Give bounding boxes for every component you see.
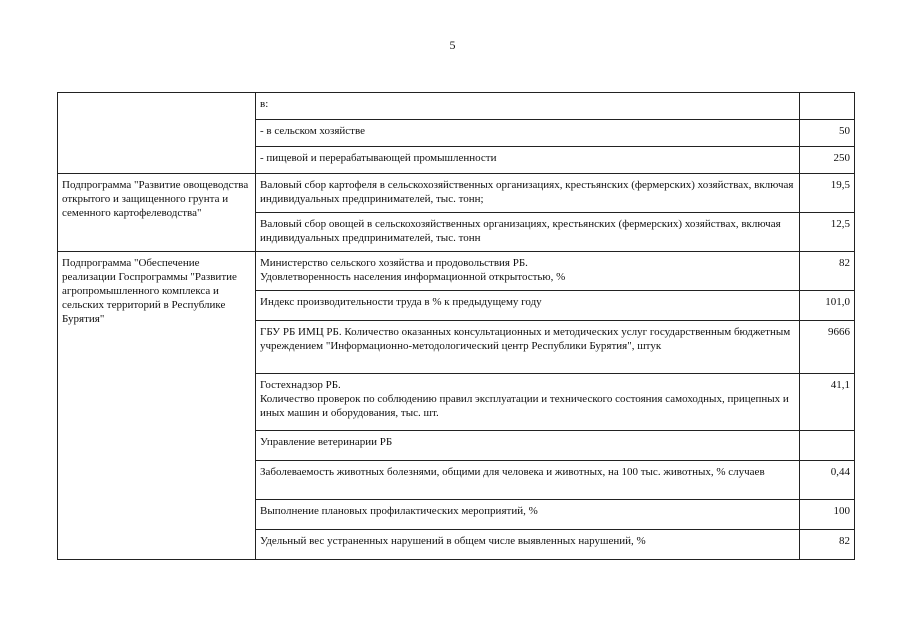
indicator-line: Министерство сельского хозяйства и продовольствия РБ. Удовлетворенность населения информационной открытостью, % <box>260 257 566 283</box>
value-cell: 19,5 <box>800 174 855 213</box>
value-cell: 101,0 <box>800 291 855 321</box>
indicator-cell: Управление ветеринарии РБ <box>256 431 800 461</box>
value-cell: 0,44 <box>800 461 855 500</box>
indicator-cell: Выполнение плановых профилактических мероприятий, % <box>256 500 800 530</box>
value-cell: 250 <box>800 147 855 174</box>
value-cell: 82 <box>800 252 855 291</box>
table-row <box>58 93 855 120</box>
value-cell: 9666 <box>800 321 855 374</box>
table-row <box>58 252 855 291</box>
table-row <box>58 174 855 213</box>
indicators-table <box>57 92 855 560</box>
indicator-cell <box>256 374 800 431</box>
indicator-cell: Валовый сбор картофеля в сельскохозяйственных организациях, крестьянских (фермерских) хозяйствах, включая индивидуальных предпринимателей, тыс. тонн; <box>256 174 800 213</box>
value-cell: 12,5 <box>800 213 855 252</box>
value-cell: 41,1 <box>800 374 855 431</box>
indicator-cell: Удельный вес устраненных нарушений в общем числе выявленных нарушений, % <box>256 530 800 560</box>
value-cell <box>800 93 855 120</box>
value-cell: 50 <box>800 120 855 147</box>
value-cell: 100 <box>800 500 855 530</box>
indicator-cell: ГБУ РБ ИМЦ РБ. Количество оказанных консультационных и методических услуг государственным бюджетным учреждением "Информационно-методологический центр Республики Бурятия", штук <box>256 321 800 374</box>
indicator-cell <box>256 252 800 291</box>
value-cell: 82 <box>800 530 855 560</box>
program-cell <box>58 93 256 174</box>
indicator-cell: Индекс производительности труда в % к предыдущему году <box>256 291 800 321</box>
indicator-cell: Валовый сбор овощей в сельскохозяйственных организациях, крестьянских (фермерских) хозяйствах, включая индивидуальных предпринимателей, тыс. тонн <box>256 213 800 252</box>
program-cell: Подпрограмма "Развитие овощеводства открытого и защищенного грунта и семенного картофелеводства" <box>58 174 256 252</box>
indicator-line: Гостехнадзор РБ. Количество проверок по соблюдению правил эксплуатации и технического состояния самоходных, прицепных и иных машин и оборудования, тыс. шт. <box>260 379 789 419</box>
program-cell: Подпрограмма "Обеспечение реализации Госпрограммы "Развитие агропромышленного комплекса и сельских территорий в Республике Бурятия" <box>58 252 256 560</box>
indicator-cell: - в сельском хозяйстве <box>256 120 800 147</box>
page-number: 5 <box>449 38 456 52</box>
value-cell <box>800 431 855 461</box>
indicator-cell: в: <box>256 93 800 120</box>
indicator-cell: Заболеваемость животных болезнями, общими для человека и животных, на 100 тыс. животных, % случаев <box>256 461 800 500</box>
indicator-cell: - пищевой и перерабатывающей промышленности <box>256 147 800 174</box>
